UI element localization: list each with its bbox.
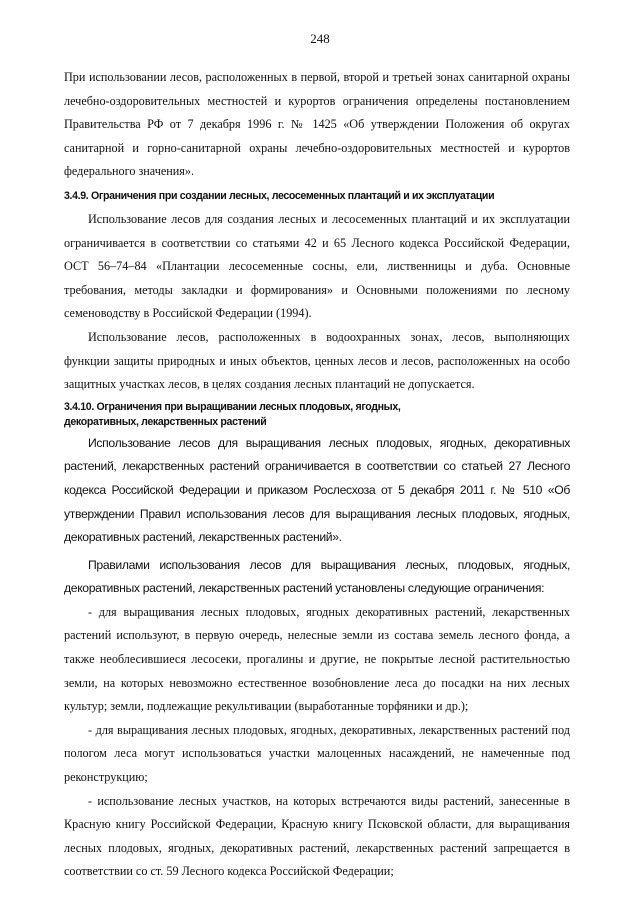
page-content	[64, 66, 570, 884]
paragraph-plantations-text: Использование лесов для создания лесных и лесосеменных плантаций и их эксплуатации ограничивается в соответствии со статьями 42 и 65 Лесного кодекса Российской Федерации, ОСТ 56–74–84 «Плантации лесосеменные сосны, ели, лиственницы и дуба. Основные требования, методы закладки и формирования» и Основными положениями по лесному семеноводству в Российской Федерации (1994).	[64, 211, 570, 321]
paragraph-plantations	[64, 208, 570, 326]
paragraph-sanitary-zones-text: При использовании лесов, расположенных в первой, второй и третьей зонах санитарной охраны лечебно-оздоровительных местностей и курортов ограничения определены постановлением Правительства РФ от 7 декабря 1996 г. № 1425 «Об утверждении Положения об округах санитарной и горно-санитарной охраны лечебно-оздоровительных местностей и курортов федерального значения».	[64, 70, 570, 179]
paragraph-plantations-prohibited	[64, 326, 570, 397]
list-item-under-canopy	[64, 719, 570, 790]
paragraph-rules-text: Правилами использования лесов для выращивания лесных, плодовых, ягодных, декоративных растений, лекарственных растений установлены следующие ограничения:	[64, 557, 570, 596]
paragraph-plantations-prohibited-text: Использование лесов, расположенных в водоохранных зонах, лесов, выполняющих функции защиты природных и иных объектов, ценных лесов и лесов, расположенных на особо защитных участках лесов, в целях создания лесных плантаций не допускается.	[64, 329, 570, 392]
list-item-nonforest-lands-text: - для выращивания лесных плодовых, ягодных декоративных растений, лекарственных растений используют, в первую очередь, нелесные земли из состава земель лесного фонда, а также необлесившиеся лесосеки, прогалины и другие, не покрытые лесной растительностью земли, на которых невозможно естественное возобновление леса до посадки на них лесных культур; земли, подлежащие рекультивации (выработанные торфяники и др.);	[64, 604, 570, 714]
section-heading-3-4-10-line1: 3.4.10. Ограничения при выращивании лесных плодовых, ягодных,	[64, 400, 401, 413]
list-item-nonforest-lands	[64, 601, 570, 719]
list-item-red-book	[64, 790, 570, 884]
paragraph-rules	[64, 554, 570, 601]
list-item-red-book-text: - использование лесных участков, на которых встречаются виды растений, занесенные в Красную книгу Российской Федерации, Красную книгу Псковской области, для выращивания лесных плодовых, ягодных, декоративных растений, лекарственных растений запрещается в соответствии со ст. 59 Лесного кодекса Российской Федерации;	[64, 793, 570, 879]
paragraph-cultivation-text: Использование лесов для выращивания лесных плодовых, ягодных, декоративных растений, лекарственных растений ограничивается в соответствии со статьей 27 Лесного кодекса Российской Федерации и приказом Рослесхоза от 5 декабря 2011 г. № 510 «Об утверждении Правил использования лесов для выращивания лесных плодовых, ягодных, декоративных растений, лекарственных растений».	[64, 435, 570, 545]
paragraph-cultivation	[64, 432, 570, 550]
section-heading-3-4-10-line2: декоративных, лекарственных растений	[64, 415, 267, 428]
page-number: 248	[310, 31, 330, 46]
paragraph-sanitary-zones	[64, 66, 570, 184]
list-item-under-canopy-text: - для выращивания лесных плодовых, ягодных, декоративных, лекарственных растений под пологом леса могут использоваться участки малоценных насаждений, не намеченные под реконструкцию;	[64, 722, 570, 785]
section-heading-3-4-10	[64, 400, 570, 430]
section-heading-3-4-9: 3.4.9. Ограничения при создании лесных, лесосеменных плантаций и их эксплуатации	[64, 189, 495, 202]
